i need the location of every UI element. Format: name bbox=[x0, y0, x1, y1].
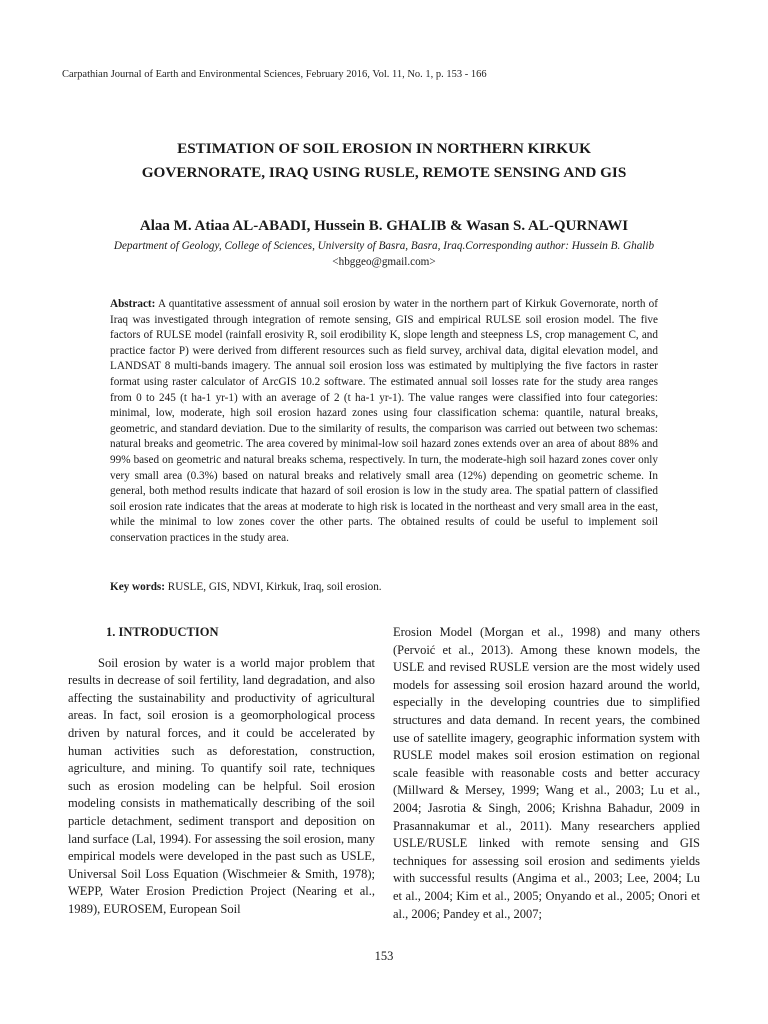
abstract-label: Abstract: bbox=[110, 298, 156, 310]
authors: Alaa M. Atiaa AL-ABADI, Hussein B. GHALIB & Wasan S. AL-QURNAWI bbox=[139, 218, 629, 234]
abstract-text: A quantitative assessment of annual soil erosion by water in the northern part of Kirkuk Governorate, north of Iraq was investigated through integration of remote sensing, GIS and empirical RULSE soil erosion model. The five factors of RULSE model (rainfall erosivity R, soil erodibility K, slope length and steepness LS, crop management C, and practice factor P) were derived from different resources such as field survey, archival data, digital elevation model, and LANDSAT 8 multi-bands imagery. The annual soil erosion loss was estimated by multiplying the five factors in raster format using raster calculator of ArcGIS 10.2 software. The estimated annual soil losses rate for the study area ranges from 0 to 245 (t ha-1 yr-1) with an average of 2 (t ha-1 yr-1). The value ranges were classified into four categories: minimal, low, moderate, high soil erosion hazard zones using four classification schema: quantile, natural breaks, geometric, and standard deviation. Due to the similarity of results, the comparison was carried out between two schemas: natural breaks and geometric. The area covered by minimal-low soil hazard zones extends over an area of about 88% and 99% based on geometric and natural breaks schema, respectively. In turn, the moderate-high soil hazard zones cover only very small area (0.3%) based on natural breaks and relatively small area (12%) depending on geometric scheme. In general, both method results indicate that hazard of soil erosion is low in the study area. The spatial pattern of classified soil erosion rate indicates that the areas at moderate to high risk is located in the northeast and very small area in the east, while the minimal to low zones cover the other parts. The obtained results of could be useful to implement soil conservation practices in the study area. bbox=[110, 298, 659, 544]
page-number: 153 bbox=[374, 949, 394, 963]
left-column bbox=[68, 624, 375, 919]
paper-title bbox=[60, 137, 708, 185]
intro-paragraph: Soil erosion by water is a world major problem that results in decrease of soil fertility, land degradation, and also affecting the sustainability and productivity of agricultural areas. In fact, soil erosion is a geomorphological process driven by natural forces, and it could be accelerated by human activities such as deforestation, construction, agriculture, and mining. To quantify soil rate, techniques such as erosion modeling can be helpful. Soil erosion modeling consists in mathematically describing of the soil particle detachment, sediment transport and deposition on land surface (Lal, 1994). For assessing the soil erosion, many empirical models were developed in the past such as USLE, Universal Soil Loss Equation (Wischmeier & Smith, 1978); WEPP, Water Erosion Prediction Project (Nearing et al., 1989), EUROSEM, European Soil bbox=[68, 655, 375, 916]
journal-header: Carpathian Journal of Earth and Environmental Sciences, February 2016, Vol. 11, No. 1, p. 153 - 166 bbox=[62, 69, 487, 80]
title-line-1: ESTIMATION OF SOIL EROSION IN NORTHERN KIRKUK bbox=[177, 140, 591, 157]
abstract bbox=[110, 297, 658, 547]
right-column bbox=[393, 624, 700, 923]
author-email[interactable]: <hbggeo@gmail.com> bbox=[332, 256, 436, 268]
keywords bbox=[110, 581, 658, 593]
keywords-label: Key words: bbox=[110, 581, 165, 593]
keywords-text: RUSLE, GIS, NDVI, Kirkuk, Iraq, soil erosion. bbox=[167, 581, 382, 593]
affiliation-block bbox=[86, 238, 682, 270]
section-heading-introduction: 1. INTRODUCTION bbox=[106, 625, 219, 639]
title-line-2: GOVERNORATE, IRAQ USING RUSLE, REMOTE SENSING AND GIS bbox=[141, 164, 627, 181]
intro-paragraph-continued: Erosion Model (Morgan et al., 1998) and many others (Pervoić et al., 2013). Among these known models, the USLE and revised RUSLE version are the most widely used models for assessing soil erosion hazard around the world, especially in the developing countries due to simplified structures and data demand. In recent years, the combined use of satellite imagery, geographic information system with RUSLE model makes soil erosion estimation on regional scale feasible with reasonable costs and better accuracy (Millward & Mersey, 1999; Wang et al., 2003; Lu et al., 2004; Jasrotia & Singh, 2006; Krishna Bahadur, 2009 in Prasannakumar et al., 2011). Many researchers applied USLE/RUSLE linked with remote sensing and GIS techniques for assessing soil erosion and sediments yields with successful results (Angima et al., 2003; Lee, 2004; Lu et al., 2004; Kim et al., 2005; Onyando et al., 2005; Onori et al., 2006; Pandey et al., 2007; bbox=[393, 625, 700, 921]
affiliation: Department of Geology, College of Sciences, University of Basra, Basra, Iraq.Corresponding author: Hussein B. Ghalib bbox=[113, 240, 655, 252]
